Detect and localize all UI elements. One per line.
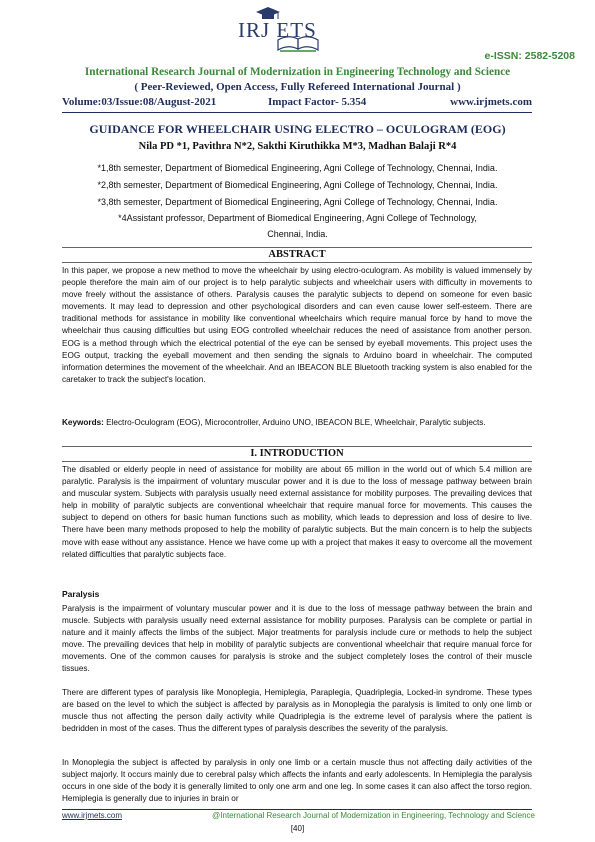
paralysis-heading: Paralysis xyxy=(62,589,100,599)
paralysis-paragraph-2: There are different types of paralysis like Monoplegia, Hemiplegia, Paraplegia, Quadriplegia, Locked-in syndrome. These types are based on the level to which the subject is affected by paralysis as in Monoplegia the paralysis is limited to only one limb or muscle thus not affecting the person daily activity while Quadriplegia is the extreme level of paralysis where the patient is bedridden in most of the cases. Thus the different types of paralysis describes the severity of the paralysis. xyxy=(62,688,532,734)
impact-factor-label: Impact Factor- 5.354 xyxy=(268,96,367,108)
footer-copyright: @International Research Journal of Modernization in Engineering, Technology and Science xyxy=(212,811,535,820)
affiliation-1: *1,8th semester, Department of Biomedical Engineering, Agni College of Technology, Chennai, India. xyxy=(97,163,498,173)
peer-review-label: ( Peer-Reviewed, Open Access, Fully Refereed International Journal ) xyxy=(134,81,461,93)
affiliation-4: *4Assistant professor, Department of Biomedical Engineering, Agni College of Technology, xyxy=(118,213,477,223)
paralysis-paragraph-1: Paralysis is the impairment of voluntary muscular power and it is due to the loss of message pathway between the brain and muscle. Subjects with paralysis usually need external assistance for mobility purposes. Paralysis can be complete or partial in nature and it mainly affects the limbs of the subject. Major treatments for paralysis include cure or methods to help the subject move. The prevailing devices that help in mobility of paralytic subjects are conventional wheelchair that require manual force for movements. One of the common causes for paralysis is stroke and the subject completely loses the control of their muscle tissues. xyxy=(62,604,532,674)
journal-logo xyxy=(238,6,358,54)
affiliation-3: *3,8th semester, Department of Biomedical Engineering, Agni College of Technology, Chennai, India. xyxy=(97,197,498,207)
journal-name: International Research Journal of Modernization in Engineering Technology and Science xyxy=(84,66,511,78)
logo-text: IRJ ETS xyxy=(238,18,317,42)
keywords-line xyxy=(62,417,532,429)
author-list: Nila PD *1, Pavithra N*2, Sakthi Kiruthikka M*3, Madhan Balaji R*4 xyxy=(138,141,457,152)
issue-info-row xyxy=(62,96,532,110)
affiliation-4-city: Chennai, India. xyxy=(267,229,328,239)
eissn-label: e-ISSN: 2582-5208 xyxy=(484,50,575,62)
introduction-body: The disabled or elderly people in need of assistance for mobility are about 65 million in the world out of which 5.4 million are paralytic. Paralysis is the impairment of voluntary muscular power and it is due to the loss of message pathway between brain and muscular system. Subjects with paralysis usually need external assistance for mobility purposes. The prevailing devices that help in mobility of paralytic subjects are conventional wheelchair that require manual force for movements. This causes the subject to depend on others for basic human functions such as mobility, which leads to depression and loss of desire to live. There have been many methods proposed to help the mobility of paralytic subjects. But the main concern is to help the subjects move with ease without any assistance. Hence we have come up with a project that makes it easy to overcome all the movement related difficulties that paralytic subjects face. xyxy=(62,465,532,559)
keywords-label: Keywords: xyxy=(62,418,104,427)
paper-title: GUIDANCE FOR WHEELCHAIR USING ELECTRO – OCULOGRAM (EOG) xyxy=(89,122,506,136)
website-label: www.irjmets.com xyxy=(450,96,532,108)
volume-label: Volume:03/Issue:08/August-2021 xyxy=(62,96,217,108)
paralysis-paragraph-3: In Monoplegia the subject is affected by paralysis in only one limb or a certain muscle thus not affecting daily activities of the subject majorly. It occurs mainly due to cerebral palsy which affects the infants and early adolescents. In Hemiplegia the paralysis occurs in one side of the body it is generally limited to only one arm and one leg. In some cases it can also affect the torso region. Hemiplegia is generally due to injuries in brain or xyxy=(62,758,532,804)
keywords-text: Electro-Oculogram (EOG), Microcontroller, Arduino UNO, IBEACON BLE, Wheelchair, Paralytic subjects. xyxy=(103,418,486,427)
page-number: [40] xyxy=(290,824,305,833)
footer-divider xyxy=(62,809,532,810)
abstract-body: In this paper, we propose a new method to move the wheelchair by using electro-oculogram. As mobility is valued immensely by people therefore the main aim of our project is to help paralytic subjects and wheelchair users with difficulty in movements to move freely without the assistance of others. Paralysis causes the paralytic subjects to depend on someone for even basic movements. It may lead to depression and other psychological disorders and can even cause lower self-esteem. There are traditional methods for assistance in mobility like conventional wheelchairs which require manual force by hand to move the wheelchair thus causing difficulties but using EOG controlled wheelchair reduces the need of assistance from another person. EOG is a method through which the electrical potential of the eye can be sensed by eyeball movements. This project uses the EOG output, tracking the eyeball movement and then sending the signals to Arduino board in wheelchair. The computed information determines the movement of the wheelchair. And an IBEACON BLE Bluetooth tracking system is also enabled for the caretaker to track the subject's location. xyxy=(62,266,532,384)
abstract-heading: ABSTRACT xyxy=(62,247,532,263)
affiliation-2: *2,8th semester, Department of Biomedical Engineering, Agni College of Technology, Chennai, India. xyxy=(97,180,498,190)
introduction-heading: I. INTRODUCTION xyxy=(62,446,532,462)
header-divider xyxy=(62,112,532,113)
footer-website-link[interactable]: www.irjmets.com xyxy=(62,811,123,820)
